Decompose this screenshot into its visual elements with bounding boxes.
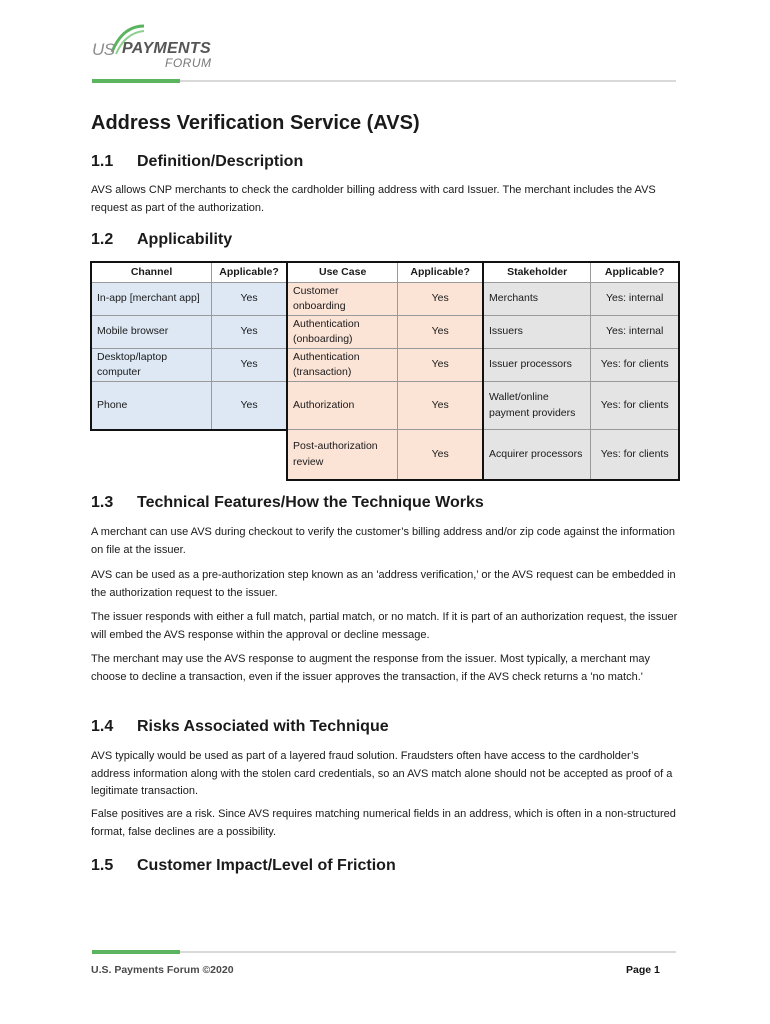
table-cell: Issuer processors — [484, 349, 591, 382]
table-row — [484, 349, 679, 382]
logo-forum-text: FORUM — [165, 56, 212, 70]
table-header: Applicable? — [591, 263, 679, 283]
table-cell: Authentication (transaction) — [288, 349, 398, 382]
table-header: Applicable? — [398, 263, 483, 283]
table-cell: Yes: for clients — [591, 382, 679, 430]
section-heading-1-5 — [91, 857, 396, 875]
table-row — [92, 316, 287, 349]
table-cell: In-app [merchant app] — [92, 283, 212, 316]
table-cell: Mobile browser — [92, 316, 212, 349]
channel-table — [91, 262, 287, 430]
table-cell: Authentication (onboarding) — [288, 316, 398, 349]
paragraph: A merchant can use AVS during checkout to verify the customer’s billing address and/or zip code against the information on file at the issuer. — [91, 526, 675, 556]
section-number: 1.2 — [91, 231, 114, 248]
table-row — [92, 283, 287, 316]
table-cell: Yes: internal — [591, 283, 679, 316]
section-heading-1-4 — [91, 718, 389, 736]
paragraph: AVS can be used as a pre-authorization step known as an 'address verification,’ or the AVS request can be embedded in the authorization request to the issuer. — [91, 569, 676, 599]
table-cell: Yes: for clients — [591, 349, 679, 382]
table-cell: Yes — [212, 349, 287, 382]
section-heading-1-1 — [91, 153, 303, 171]
paragraph: AVS typically would be used as part of a layered fraud solution. Fraudsters often have access to the cardholder’s address information along with the stolen card credentials, so an AVS match alone should not be accepted as proof of a legitimate transaction. — [91, 750, 673, 797]
table-cell: Yes — [398, 382, 483, 430]
paragraph: AVS allows CNP merchants to check the cardholder billing address with card Issuer. The merchant includes the AVS request as part of the authorization. — [91, 184, 656, 214]
section-number: 1.1 — [91, 153, 114, 170]
section-title: Customer Impact/Level of Friction — [137, 857, 396, 874]
stakeholder-table — [483, 262, 679, 480]
logo-us-text: US — [92, 40, 115, 59]
section-number: 1.4 — [91, 718, 114, 735]
table-cell: Post-authorization review — [288, 430, 398, 480]
table-cell: Yes — [212, 382, 287, 430]
table-cell: Yes — [398, 316, 483, 349]
table-cell: Yes — [212, 316, 287, 349]
header-rule — [92, 80, 676, 82]
table-cell: Yes — [212, 283, 287, 316]
table-cell: Authorization — [288, 382, 398, 430]
section-title: Risks Associated with Technique — [137, 718, 389, 735]
table-cell: Acquirer processors — [484, 430, 591, 480]
table-cell: Yes: internal — [591, 316, 679, 349]
table-header: Applicable? — [212, 263, 287, 283]
section-heading-1-3 — [91, 494, 484, 512]
table-row — [484, 283, 679, 316]
table-row — [92, 349, 287, 382]
section-title: Technical Features/How the Technique Works — [137, 494, 484, 511]
table-header: Use Case — [288, 263, 398, 283]
section-title: Definition/Description — [137, 153, 304, 170]
use-case-table — [287, 262, 483, 480]
table-cell: Phone — [92, 382, 212, 430]
paragraph: False positives are a risk. Since AVS requires matching numerical fields in an address, which is often in a non-structured format, false declines are a possibility. — [91, 808, 676, 838]
table-cell: Yes: for clients — [591, 430, 679, 480]
table-header: Channel — [92, 263, 212, 283]
table-row — [288, 430, 483, 480]
section-title: Applicability — [137, 231, 233, 248]
paragraph: The issuer responds with either a full match, partial match, or no match. If it is part of an authorization request, the issuer will embed the AVS response within the approval or decline message. — [91, 611, 678, 641]
us-payments-forum-logo — [92, 22, 232, 72]
table-header: Stakeholder — [484, 263, 591, 283]
table-cell: Desktop/laptop computer — [92, 349, 212, 382]
logo-payments-text: PAYMENTS — [122, 40, 211, 57]
table-cell: Yes — [398, 283, 483, 316]
footer-copyright: U.S. Payments Forum ©2020 — [91, 964, 234, 976]
table-row — [288, 283, 483, 316]
table-cell: Merchants — [484, 283, 591, 316]
section-number: 1.5 — [91, 857, 114, 874]
table-row — [288, 382, 483, 430]
table-row — [288, 316, 483, 349]
table-cell: Wallet/online payment providers — [484, 382, 591, 430]
section-number: 1.3 — [91, 494, 114, 511]
footer-rule — [92, 951, 676, 953]
table-cell: Customer onboarding — [288, 283, 398, 316]
table-row — [288, 349, 483, 382]
page-number: Page 1 — [626, 964, 660, 976]
section-heading-1-2 — [91, 231, 232, 249]
table-cell: Issuers — [484, 316, 591, 349]
table-row — [484, 382, 679, 430]
table-cell: Yes — [398, 430, 483, 480]
table-row — [484, 316, 679, 349]
table-row — [92, 382, 287, 430]
paragraph: The merchant may use the AVS response to augment the response from the issuer. Most typically, a merchant may choose to decline a transaction, even if the issuer approves the transaction, if the AVS check returns a 'no match.' — [91, 653, 651, 683]
document-title: Address Verification Service (AVS) — [91, 112, 420, 134]
table-cell: Yes — [398, 349, 483, 382]
table-row — [484, 430, 679, 480]
